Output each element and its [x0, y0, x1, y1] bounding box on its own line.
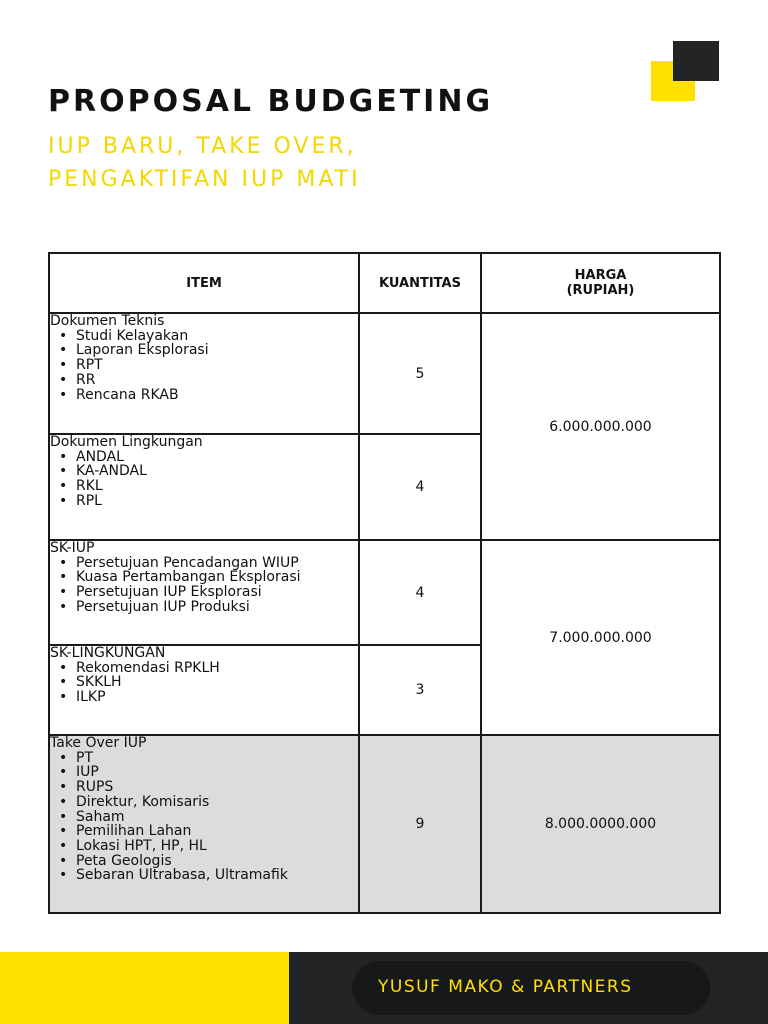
list-item: • Rencana RKAB	[76, 388, 358, 403]
list-item: • IUP	[76, 765, 358, 780]
item-heading: Dokumen Lingkungan	[50, 434, 203, 450]
list-item: • Persetujuan IUP Eksplorasi	[76, 585, 358, 600]
item-list	[50, 661, 358, 705]
item-cell	[49, 540, 359, 645]
quantity-cell: 4	[359, 434, 481, 540]
table-header-row	[49, 253, 720, 313]
item-list	[50, 556, 358, 615]
quantity-cell: 3	[359, 645, 481, 735]
list-item: • Rekomendasi RPKLH	[76, 661, 358, 676]
list-item: • KA-ANDAL	[76, 464, 358, 479]
subtitle-line-1: IUP BARU, TAKE OVER,	[48, 134, 357, 159]
column-header-price	[481, 253, 720, 313]
quantity-cell: 5	[359, 313, 481, 434]
list-item: • RPT	[76, 358, 358, 373]
list-item: • RUPS	[76, 780, 358, 795]
item-heading: Take Over IUP	[50, 735, 147, 751]
list-item: • Studi Kelayakan	[76, 329, 358, 344]
table-row	[49, 313, 720, 434]
item-list	[50, 329, 358, 403]
subtitle-line-2: PENGAKTIFAN IUP MATI	[48, 167, 361, 192]
item-cell	[49, 434, 359, 540]
budget-table	[48, 252, 721, 914]
list-item: • Persetujuan Pencadangan WIUP	[76, 556, 358, 571]
list-item: • Sebaran Ultrabasa, Ultramafik	[76, 868, 358, 883]
item-heading: SK-LINGKUNGAN	[50, 645, 166, 661]
quantity-cell: 9	[359, 735, 481, 913]
table-row	[49, 735, 720, 913]
item-cell	[49, 735, 359, 913]
column-header-quantity: KUANTITAS	[359, 253, 481, 313]
column-header-item: ITEM	[49, 253, 359, 313]
item-cell	[49, 645, 359, 735]
list-item: • PT	[76, 751, 358, 766]
list-item: • RR	[76, 373, 358, 388]
list-item: • RPL	[76, 494, 358, 509]
list-item: • Peta Geologis	[76, 854, 358, 869]
quantity-cell: 4	[359, 540, 481, 645]
item-list	[50, 450, 358, 509]
page-subtitle	[48, 130, 361, 196]
column-header-price-line-2: (RUPIAH)	[566, 283, 635, 298]
decorative-dark-square	[673, 41, 719, 81]
page-title: PROPOSAL BUDGETING	[48, 84, 494, 119]
list-item: • Lokasi HPT, HP, HL	[76, 839, 358, 854]
price-cell: 7.000.000.000	[481, 540, 720, 735]
column-header-price-line-1: HARGA	[574, 268, 627, 283]
footer-yellow-block	[0, 952, 289, 1024]
list-item: • ANDAL	[76, 450, 358, 465]
item-cell	[49, 313, 359, 434]
table-row	[49, 540, 720, 645]
list-item: • SKKLH	[76, 675, 358, 690]
list-item: • Saham	[76, 810, 358, 825]
list-item: • Persetujuan IUP Produksi	[76, 600, 358, 615]
list-item: • RKL	[76, 479, 358, 494]
list-item: • Direktur, Komisaris	[76, 795, 358, 810]
item-heading: SK-IUP	[50, 540, 95, 556]
list-item: • Laporan Eksplorasi	[76, 343, 358, 358]
footer-company-name: YUSUF MAKO & PARTNERS	[378, 977, 633, 997]
list-item: • ILKP	[76, 690, 358, 705]
item-heading: Dokumen Teknis	[50, 313, 165, 329]
list-item: • Pemilihan Lahan	[76, 824, 358, 839]
price-cell: 8.000.0000.000	[481, 735, 720, 913]
list-item: • Kuasa Pertambangan Eksplorasi	[76, 570, 358, 585]
item-list	[50, 751, 358, 883]
price-cell: 6.000.000.000	[481, 313, 720, 540]
